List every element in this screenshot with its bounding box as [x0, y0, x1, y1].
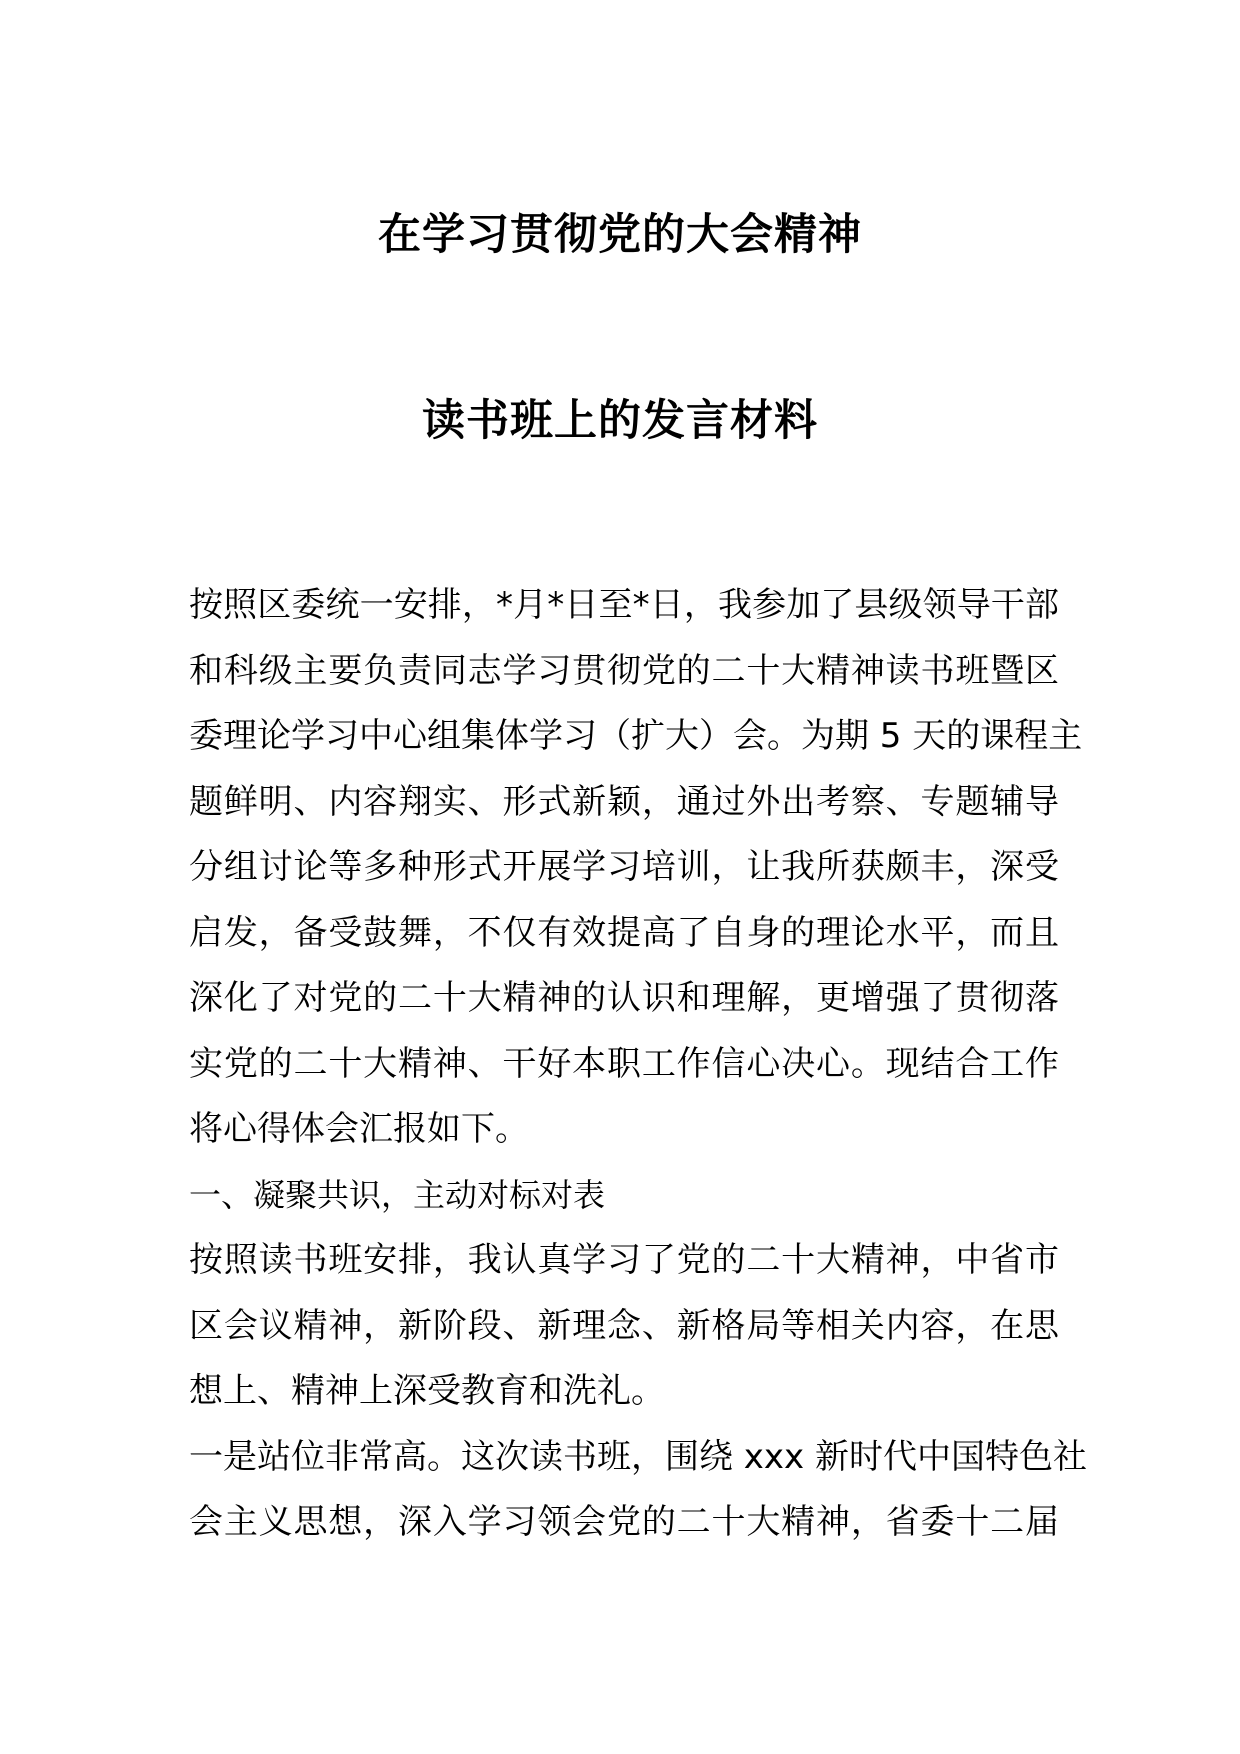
body-line: 深化了对党的二十大精神的认识和理解，更增强了贯彻落: [189, 978, 1059, 1018]
body-line: 按照读书班安排，我认真学习了党的二十大精神，中省市: [189, 1240, 1059, 1280]
body-line: 题鲜明、内容翔实、形式新颖，通过外出考察、专题辅导: [189, 781, 1059, 822]
body-line: 委理论学习中心组集体学习（扩大）会。为期 5 天的课程主: [189, 716, 1083, 756]
body-line: 分组讨论等多种形式开展学习培训，让我所获颇丰，深受: [189, 847, 1059, 887]
body-line: 按照区委统一安排，*月*日至*日，我参加了县级领导干部: [189, 585, 1059, 625]
document-title-line-1: 在学习贯彻党的大会精神: [378, 210, 862, 260]
document-body: [189, 573, 1087, 1556]
document-title-line-2: 读书班上的发言材料: [422, 396, 818, 446]
body-line: 将心得体会汇报如下。: [189, 1109, 529, 1149]
body-line: 区会议精神，新阶段、新理念、新格局等相关内容，在思: [189, 1305, 1059, 1346]
body-line: 启发，备受鼓舞，不仅有效提高了自身的理论水平，而且: [189, 912, 1059, 953]
body-line: 一是站位非常高。这次读书班，围绕 xxx 新时代中国特色社: [189, 1436, 1087, 1477]
body-line: 想上、精神上深受教育和洗礼。: [189, 1371, 665, 1411]
section-heading: 一、凝聚共识，主动对标对表: [189, 1175, 606, 1214]
body-line: 和科级主要负责同志学习贯彻党的二十大精神读书班暨区: [189, 650, 1059, 691]
body-line: 实党的二十大精神、干好本职工作信心决心。现结合工作: [189, 1043, 1059, 1084]
body-line: 会主义思想，深入学习领会党的二十大精神，省委十二届: [189, 1502, 1059, 1542]
